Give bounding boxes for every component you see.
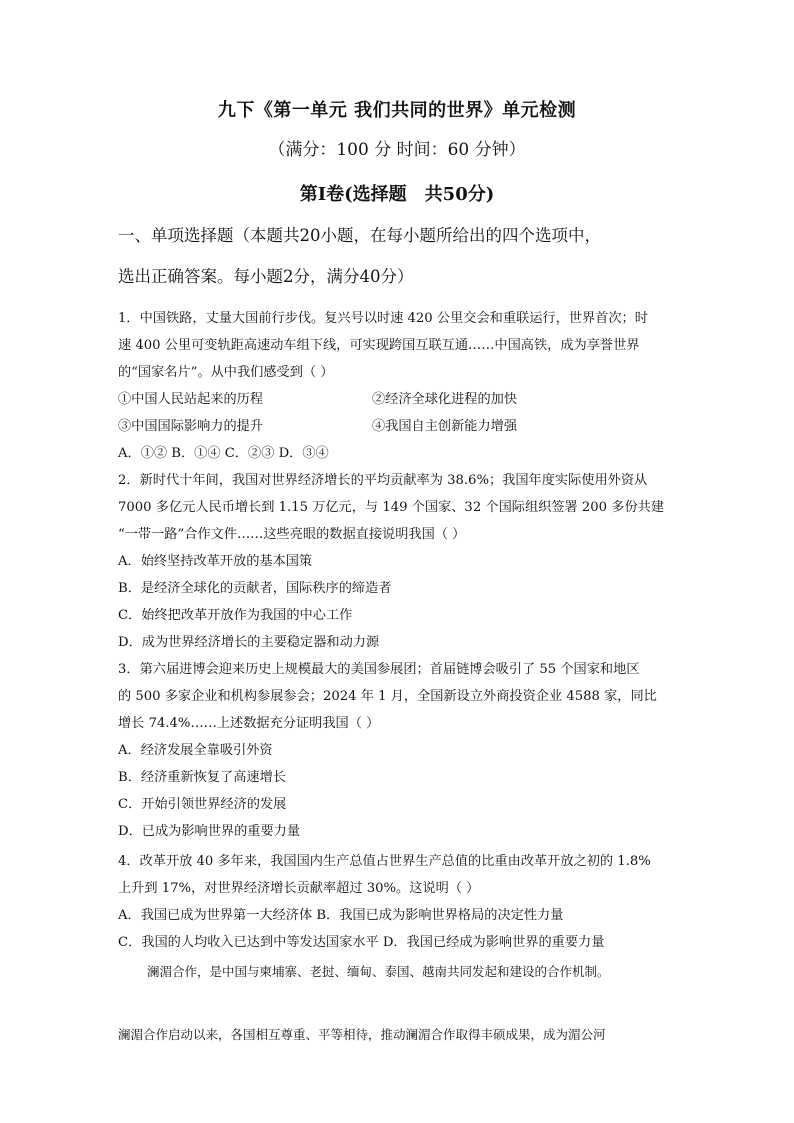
q1-option-1: ①中国人民站起来的历程 (118, 392, 264, 407)
q2-stem-line2: 7000 多亿元人民币增长到 1.15 万亿元，与 149 个国家、32 个国际组织签署 200 多份共建 (118, 500, 665, 515)
section-title: 第Ⅰ卷(选择题 共50分) (299, 184, 495, 205)
q2-stem-line3: “一带一路”合作文件……这些亮眼的数据直接说明我国（ ） (118, 527, 466, 542)
q2-choice-c: C．始终把改革开放作为我国的中心工作 (118, 608, 353, 623)
part-heading-line2: 选出正确答案。每小题2分，满分40分） (118, 267, 414, 286)
q3-choice-c: C．开始引领世界经济的发展 (118, 797, 287, 812)
q3-stem-line1: 3．第六届进博会迎来历史上规模最大的美国参展团；首届链博会吸引了 55 个国家和地区 (118, 662, 640, 677)
q4-choices-cd: C．我国的人均收入已达到中等发达国家水平 D．我国已经成为影响世界的重要力量 (118, 935, 605, 950)
exam-subtitle: （满分：100 分 时间：60 分钟） (268, 140, 526, 160)
q2-choice-d: D．成为世界经济增长的主要稳定器和动力源 (118, 635, 380, 650)
q1-option-2: ②经济全球化进程的加快 (372, 392, 518, 407)
q1-choices: A．①② B．①④ C．②③ D．③④ (118, 446, 329, 461)
q5-passage-line1: 澜湄合作，是中国与柬埔寨、老挝、缅甸、泰国、越南共同发起和建设的合作机制。 (147, 964, 610, 979)
q1-stem-line2: 速 400 公里可变轨距高速动车组下线，可实现跨国互联互通……中国高铁，成为享誉世界 (118, 338, 640, 353)
exam-title: 九下《第一单元 我们共同的世界》单元检测 (217, 100, 577, 121)
q1-stem-line1: 1．中国铁路，丈量大国前行步伐。复兴号以时速 420 公里交会和重联运行，世界首次；时 (118, 311, 648, 326)
q4-stem-line1: 4．改革开放 40 多年来，我国国内生产总值占世界生产总值的比重由改革开放之初的 1.8% (118, 854, 651, 869)
q5-passage-line2: 澜湄合作启动以来，各国相互尊重、平等相待，推动澜湄合作取得丰硕成果，成为湄公河 (118, 1027, 606, 1042)
q4-stem-line2: 上升到 17%，对世界经济增长贡献率超过 30%。这说明（ ） (118, 881, 480, 896)
q3-stem-line2: 的 500 多家企业和机构参展参会；2024 年 1 月，全国新设立外商投资企业 4588 家，同比 (118, 689, 657, 704)
part-heading-line1: 一、单项选择题（本题共20小题，在每小题所给出的四个选项中， (118, 226, 601, 245)
q1-option-3: ③中国国际影响力的提升 (118, 419, 264, 434)
q1-stem-line3: 的“国家名片”。从中我们感受到（ ） (118, 365, 334, 380)
q2-choice-b: B．是经济全球化的贡献者，国际秩序的缔造者 (118, 581, 392, 596)
q2-stem-line1: 2．新时代十年间，我国对世界经济增长的平均贡献率为 38.6%；我国年度实际使用外资从 (118, 473, 648, 488)
q3-choice-b: B．经济重新恢复了高速增长 (118, 770, 286, 785)
q3-choice-a: A．经济发展全靠吸引外资 (118, 743, 273, 758)
q1-option-4: ④我国自主创新能力增强 (372, 419, 518, 434)
q3-choice-d: D．已成为影响世界的重要力量 (118, 824, 301, 839)
q2-choice-a: A．始终坚持改革开放的基本国策 (118, 554, 313, 569)
q3-stem-line3: 增长 74.4%……上述数据充分证明我国（ ） (118, 716, 380, 731)
q4-choices-ab: A．我国已成为世界第一大经济体 B．我国已成为影响世界格局的决定性力量 (118, 908, 564, 923)
